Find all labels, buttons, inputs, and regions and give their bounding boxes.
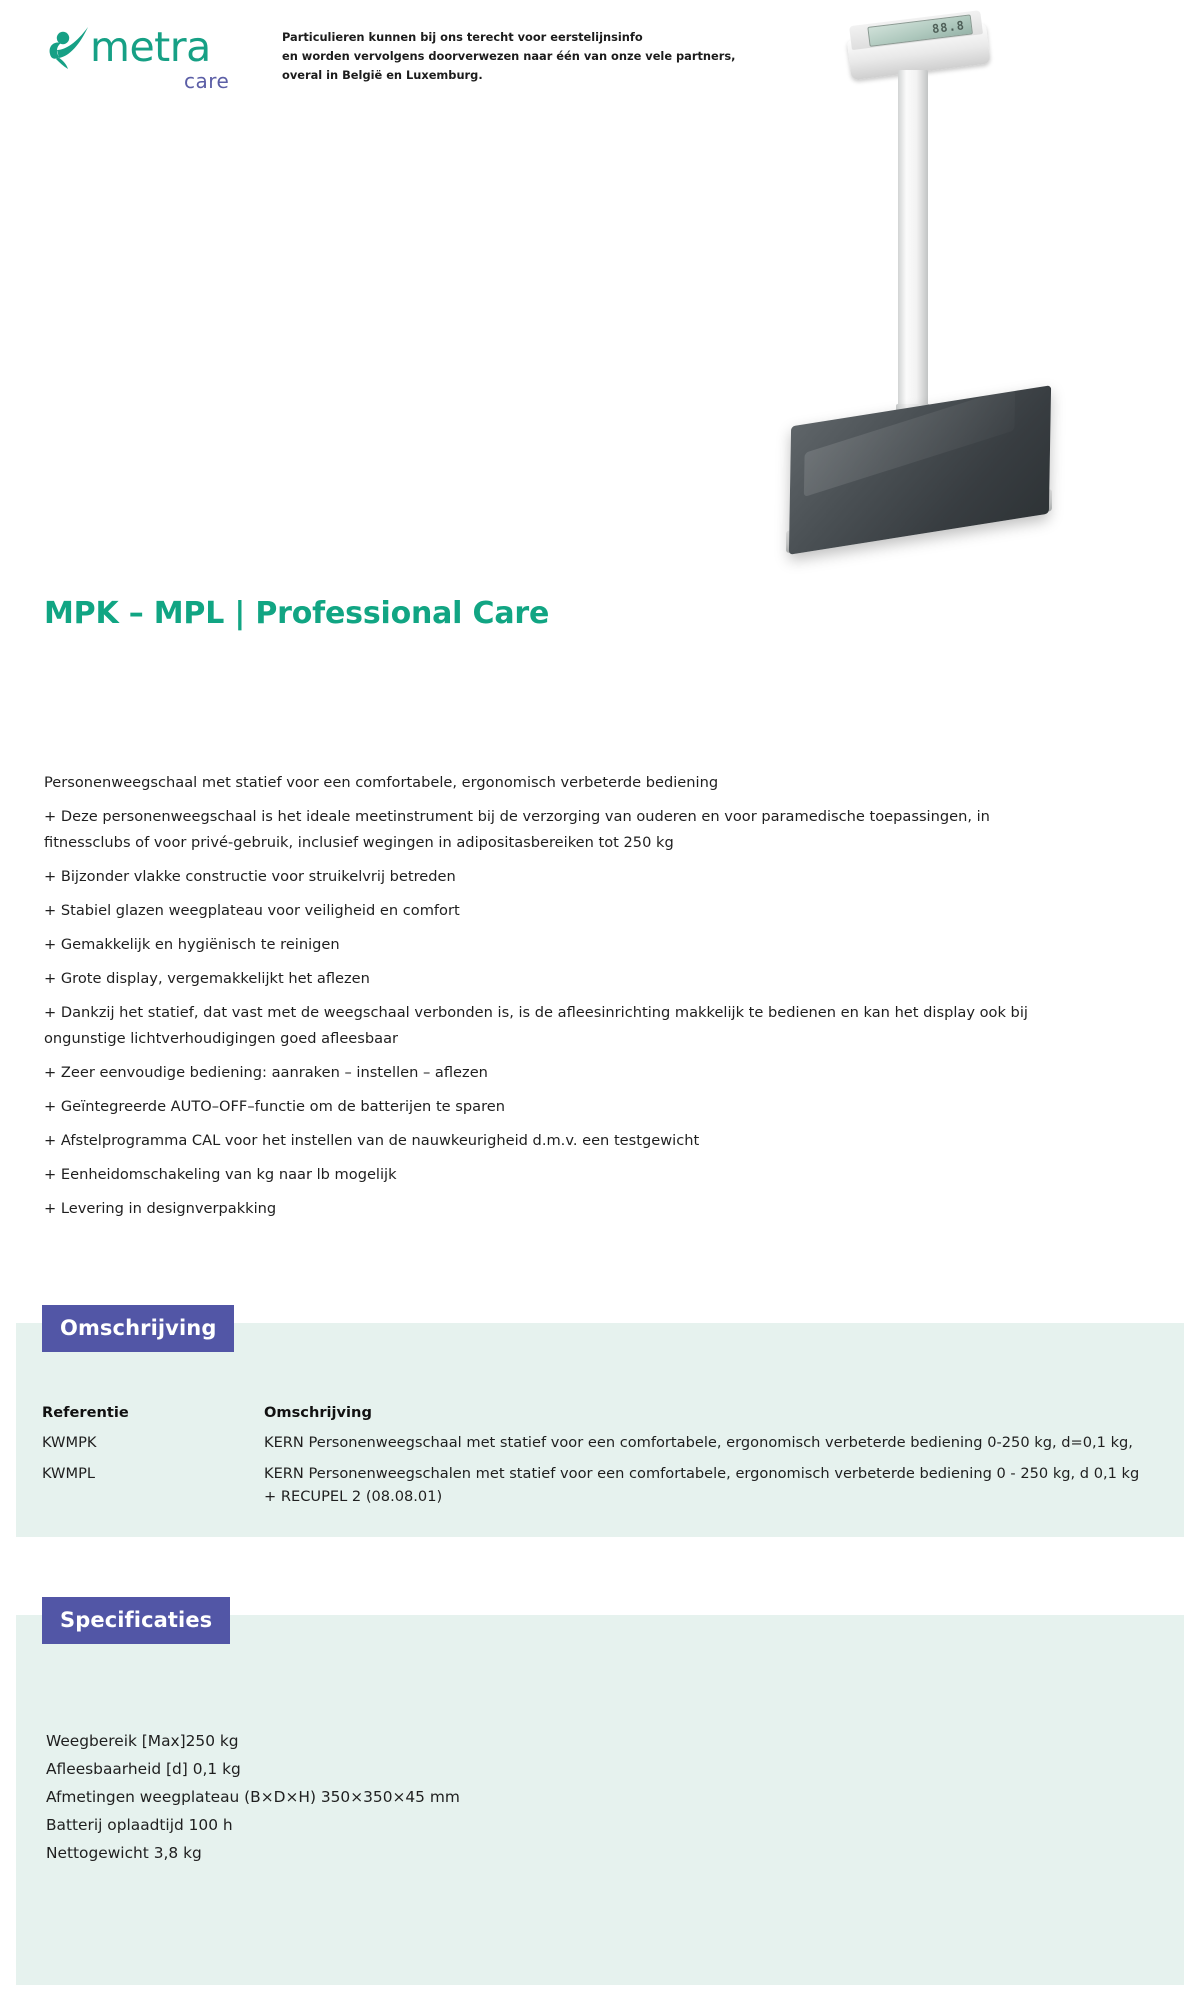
feature-item: + Dankzij het statief, dat vast met de weegschaal verbonden is, is de afleesinrichting makkelijk te bedienen en kan het display ook bij ongunstige lichtverhoudigingen goed afleesbaar <box>44 1004 1028 1047</box>
feature-item: + Eenheidomschakeling van kg naar lb mogelijk <box>44 1166 397 1183</box>
column-header-referentie: Referentie <box>42 1404 129 1421</box>
spec-item: Afmetingen weegplateau (B×D×H) 350×350×45 mm <box>46 1788 460 1806</box>
page-title: MPK – MPL | Professional Care <box>44 596 550 631</box>
table-row <box>42 1431 1152 1462</box>
specificaties-badge: Specificaties <box>42 1597 230 1644</box>
platform-glass-top <box>789 385 1051 555</box>
brand-logo[interactable] <box>44 18 234 96</box>
spec-item: Nettogewicht 3,8 kg <box>46 1844 202 1862</box>
cell-referentie: KWMPK <box>42 1434 97 1451</box>
brand-tagline: care <box>184 69 230 93</box>
omschrijving-badge: Omschrijving <box>42 1305 234 1352</box>
table-row <box>42 1462 1152 1516</box>
cell-omschrijving: KERN Personenweegschaal met statief voor een comfortabele, ergonomisch verbeterde bediening 0-250 kg, d=0,1 kg, <box>264 1434 1133 1451</box>
feature-item: + Gemakkelijk en hygiënisch te reinigen <box>44 936 340 953</box>
description-intro: Personenweegschaal met statief voor een comfortabele, ergonomisch verbeterde bediening <box>44 774 719 791</box>
cell-omschrijving: KERN Personenweegschalen met statief voor een comfortabele, ergonomisch verbeterde bediening 0 - 250 kg, d 0,1 kg + RECUPEL 2 (08.08.01) <box>264 1465 1140 1505</box>
scale-column-post <box>898 70 928 410</box>
header-note-line-2: en worden vervolgens doorverwezen naar één van onze vele partners, <box>282 49 736 63</box>
specification-list <box>46 1727 1136 1867</box>
spec-item: Weegbereik [Max]250 kg <box>46 1732 239 1750</box>
scale-platform <box>790 406 1070 556</box>
feature-item: + Zeer eenvoudige bediening: aanraken – instellen – aflezen <box>44 1064 488 1081</box>
lcd-reading: 88.8 <box>931 18 966 37</box>
feature-item: + Deze personenweegschaal is het ideale meetinstrument bij de verzorging van ouderen en voor paramedische toepassingen, in fitnessclubs of voor privé-gebruik, inclusief wegingen in adipositasbereiken tot 250 kg <box>44 808 990 851</box>
header-note-line-3: overal in België en Luxemburg. <box>282 68 483 82</box>
specificaties-section <box>16 1608 1184 1985</box>
header-note <box>282 28 752 85</box>
product-description <box>44 770 1074 1230</box>
feature-item: + Geïntegreerde AUTO–OFF–functie om de batterijen te sparen <box>44 1098 505 1115</box>
reference-table <box>42 1401 1152 1516</box>
header-note-line-1: Particulieren kunnen bij ons terecht voor eerstelijnsinfo <box>282 30 643 44</box>
cell-referentie: KWMPL <box>42 1465 96 1482</box>
feature-item: + Bijzonder vlakke constructie voor struikelvrij betreden <box>44 868 456 885</box>
feature-item: + Afstelprogramma CAL voor het instellen van de nauwkeurigheid d.m.v. een testgewicht <box>44 1132 700 1149</box>
feature-item: + Grote display, vergemakkelijkt het aflezen <box>44 970 370 987</box>
column-header-omschrijving: Omschrijving <box>264 1404 372 1421</box>
product-image <box>770 8 1190 708</box>
spec-item: Afleesbaarheid [d] 0,1 kg <box>46 1760 241 1778</box>
spec-item: Batterij oplaadtijd 100 h <box>46 1816 233 1834</box>
metra-figure-icon <box>44 24 96 70</box>
feature-item: + Stabiel glazen weegplateau voor veiligheid en comfort <box>44 902 460 919</box>
feature-item: + Levering in designverpakking <box>44 1200 277 1217</box>
brand-name: metra <box>90 23 211 71</box>
omschrijving-section <box>16 1316 1184 1537</box>
table-header-row <box>42 1401 1152 1431</box>
